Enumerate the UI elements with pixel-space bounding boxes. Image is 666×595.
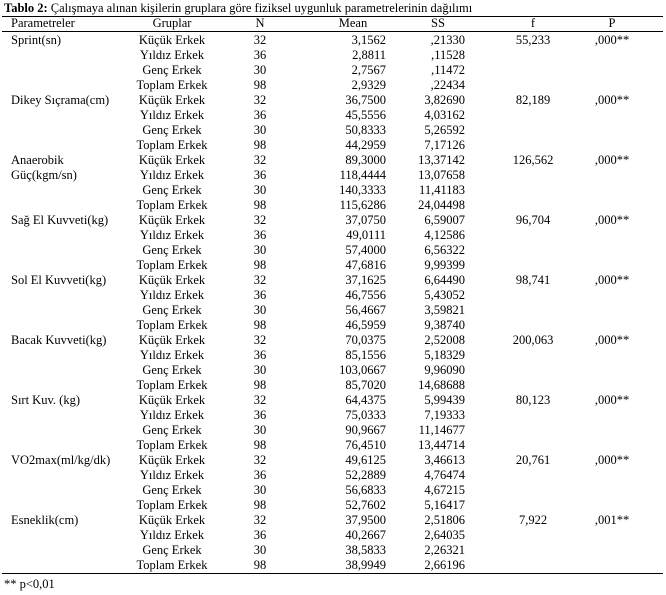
ss-cell: 13,44714	[418, 438, 465, 452]
parameter-name: Esneklik(cm)	[11, 513, 79, 527]
group-cell: Genç Erkek	[142, 183, 202, 197]
p-cell: ,000**	[594, 153, 630, 167]
ss-cell: 2,26321	[424, 543, 465, 557]
group-cell: Genç Erkek	[142, 423, 202, 437]
group-cell: Genç Erkek	[142, 303, 202, 317]
table-row	[2, 348, 663, 363]
mean-cell: 45,5556	[345, 108, 386, 122]
group-cell: Genç Erkek	[142, 363, 202, 377]
header-rule	[2, 31, 663, 32]
parameter-name: Anaerobik	[11, 153, 64, 167]
table-row	[2, 213, 663, 228]
group-cell: Küçük Erkek	[138, 513, 206, 527]
p-cell: ,000**	[594, 213, 630, 227]
group-cell: Küçük Erkek	[138, 153, 206, 167]
group-cell: Toplam Erkek	[136, 318, 208, 332]
table-row	[2, 468, 663, 483]
table-row	[2, 273, 663, 288]
n-cell: 30	[253, 363, 267, 377]
ss-cell: 2,64035	[424, 528, 465, 542]
n-cell: 36	[253, 108, 267, 122]
f-cell: 200,063	[512, 333, 554, 347]
ss-cell: 3,82690	[424, 93, 465, 107]
n-cell: 30	[253, 543, 267, 557]
group-cell: Yıldız Erkek	[139, 348, 205, 362]
mean-cell: 46,5959	[345, 318, 386, 332]
p-cell: ,000**	[594, 93, 630, 107]
table-row	[2, 438, 663, 453]
group-cell: Toplam Erkek	[136, 378, 208, 392]
ss-cell: 5,26592	[424, 123, 465, 137]
ss-cell: 9,96090	[424, 363, 465, 377]
ss-cell: 6,64490	[424, 273, 465, 287]
ss-cell: 7,19333	[424, 408, 465, 422]
group-cell: Toplam Erkek	[136, 258, 208, 272]
table-row	[2, 228, 663, 243]
table-row	[2, 558, 663, 573]
table-row	[2, 453, 663, 468]
ss-cell: 4,03162	[424, 108, 465, 122]
n-cell: 32	[253, 93, 267, 107]
n-cell: 30	[253, 243, 267, 257]
p-cell: ,001**	[594, 513, 630, 527]
ss-cell: 2,51806	[424, 513, 465, 527]
n-cell: 30	[253, 423, 267, 437]
table-row	[2, 123, 663, 138]
f-cell: 126,562	[512, 153, 554, 167]
f-cell: 80,123	[515, 393, 551, 407]
group-cell: Yıldız Erkek	[139, 528, 205, 542]
n-cell: 36	[253, 48, 267, 62]
n-cell: 98	[253, 258, 267, 272]
group-cell: Yıldız Erkek	[139, 468, 205, 482]
ss-cell: 5,18329	[424, 348, 465, 362]
ss-cell: 5,16417	[424, 498, 465, 512]
table-caption	[4, 1, 472, 16]
table-row	[2, 198, 663, 213]
parameter-name: Güç(kgm/sn)	[11, 168, 77, 182]
n-cell: 98	[253, 78, 267, 92]
mean-cell: 85,7020	[345, 378, 386, 392]
parameter-name: Sağ El Kuvveti(kg)	[11, 213, 109, 227]
table-row	[2, 168, 663, 183]
n-cell: 32	[253, 153, 267, 167]
table-row	[2, 243, 663, 258]
n-cell: 32	[253, 333, 267, 347]
n-cell: 30	[253, 63, 267, 77]
caption-label: Tablo 2:	[4, 1, 48, 15]
group-cell: Yıldız Erkek	[139, 168, 205, 182]
table-row	[2, 93, 663, 108]
n-cell: 98	[253, 378, 267, 392]
footnote: ** p<0,01	[4, 577, 55, 591]
mean-cell: 75,0333	[345, 408, 386, 422]
parameter-name: VO2max(ml/kg/dk)	[11, 453, 111, 467]
ss-cell: ,21330	[430, 33, 465, 47]
mean-cell: 64,4375	[345, 393, 386, 407]
header-f: f	[530, 16, 536, 30]
group-cell: Küçük Erkek	[138, 213, 206, 227]
group-cell: Yıldız Erkek	[139, 408, 205, 422]
table-row	[2, 543, 663, 558]
mean-cell: 103,0667	[339, 363, 386, 377]
parameter-name: Sprint(sn)	[11, 33, 61, 47]
ss-cell: 3,59821	[424, 303, 465, 317]
table-row	[2, 483, 663, 498]
ss-cell: 14,68688	[418, 378, 465, 392]
mean-cell: 52,7602	[345, 498, 386, 512]
header-ss: SS	[431, 16, 445, 30]
table-row	[2, 63, 663, 78]
ss-cell: 13,37142	[418, 153, 465, 167]
group-cell: Yıldız Erkek	[139, 48, 205, 62]
p-cell: ,000**	[594, 273, 630, 287]
mean-cell: 57,4000	[345, 243, 386, 257]
group-cell: Toplam Erkek	[136, 198, 208, 212]
f-cell: 82,189	[515, 93, 551, 107]
ss-cell: 24,04498	[418, 198, 465, 212]
group-cell: Genç Erkek	[142, 63, 202, 77]
header-gruplar: Gruplar	[152, 16, 192, 30]
parameter-name: Dikey Sıçrama(cm)	[11, 93, 110, 107]
n-cell: 30	[253, 483, 267, 497]
mean-cell: 49,6125	[345, 453, 386, 467]
mean-cell: 89,3000	[345, 153, 386, 167]
table-row	[2, 108, 663, 123]
mean-cell: 37,0750	[345, 213, 386, 227]
n-cell: 98	[253, 498, 267, 512]
ss-cell: 4,12586	[424, 228, 465, 242]
ss-cell: 4,67215	[424, 483, 465, 497]
mean-cell: 90,9667	[345, 423, 386, 437]
data-table	[2, 16, 663, 574]
f-cell: 98,741	[515, 273, 551, 287]
caption-text: Çalışmaya alınan kişilerin gruplara göre fiziksel uygunluk parametrelerinin dağılımı	[47, 1, 473, 15]
ss-cell: 13,07658	[418, 168, 465, 182]
mean-cell: 2,7567	[351, 63, 386, 77]
n-cell: 30	[253, 303, 267, 317]
group-cell: Yıldız Erkek	[139, 288, 205, 302]
header-parametreler: Parametreler	[11, 16, 75, 30]
group-cell: Küçük Erkek	[138, 333, 206, 347]
ss-cell: 6,59007	[424, 213, 465, 227]
mean-cell: 46,7556	[345, 288, 386, 302]
group-cell: Genç Erkek	[142, 543, 202, 557]
parameter-name: Sol El Kuvveti(kg)	[11, 273, 107, 287]
table-row	[2, 78, 663, 93]
p-cell: ,000**	[594, 393, 630, 407]
n-cell: 98	[253, 138, 267, 152]
ss-cell: 2,66196	[424, 558, 465, 572]
group-cell: Toplam Erkek	[136, 558, 208, 572]
ss-cell: 11,14677	[418, 423, 465, 437]
n-cell: 32	[253, 453, 267, 467]
mean-cell: 85,1556	[345, 348, 386, 362]
mean-cell: 47,6816	[345, 258, 386, 272]
group-cell: Yıldız Erkek	[139, 108, 205, 122]
group-cell: Küçük Erkek	[138, 33, 206, 47]
mean-cell: 49,0111	[346, 228, 386, 242]
mean-cell: 2,9329	[351, 78, 386, 92]
mean-cell: 76,4510	[345, 438, 386, 452]
ss-cell: 5,43052	[424, 288, 465, 302]
p-cell: ,000**	[594, 33, 630, 47]
parameter-name: Bacak Kuvveti(kg)	[11, 333, 107, 347]
mean-cell: 44,2959	[345, 138, 386, 152]
table-row	[2, 153, 663, 168]
mean-cell: 2,8811	[352, 48, 386, 62]
n-cell: 32	[253, 33, 267, 47]
table-row	[2, 48, 663, 63]
n-cell: 36	[253, 228, 267, 242]
group-cell: Toplam Erkek	[136, 498, 208, 512]
table-row	[2, 363, 663, 378]
n-cell: 98	[253, 438, 267, 452]
header-mean: Mean	[338, 16, 368, 30]
group-cell: Küçük Erkek	[138, 453, 206, 467]
group-cell: Yıldız Erkek	[139, 228, 205, 242]
table-row	[2, 393, 663, 408]
mean-cell: 56,4667	[345, 303, 386, 317]
f-cell: 96,704	[515, 213, 551, 227]
n-cell: 98	[253, 558, 267, 572]
ss-cell: 2,52008	[424, 333, 465, 347]
ss-cell: 4,76474	[424, 468, 465, 482]
group-cell: Küçük Erkek	[138, 273, 206, 287]
mean-cell: 38,5833	[345, 543, 386, 557]
n-cell: 32	[253, 393, 267, 407]
n-cell: 98	[253, 198, 267, 212]
table-row	[2, 33, 663, 48]
table-row	[2, 498, 663, 513]
mean-cell: 36,7500	[345, 93, 386, 107]
mean-cell: 37,1625	[345, 273, 386, 287]
ss-cell: 3,46613	[424, 453, 465, 467]
group-cell: Genç Erkek	[142, 123, 202, 137]
mean-cell: 70,0375	[345, 333, 386, 347]
f-cell: 20,761	[515, 453, 551, 467]
header-p: P	[608, 16, 616, 30]
table-row	[2, 303, 663, 318]
header-row	[2, 16, 663, 31]
n-cell: 32	[253, 513, 267, 527]
n-cell: 36	[253, 468, 267, 482]
n-cell: 98	[253, 318, 267, 332]
ss-cell: 11,41183	[419, 183, 465, 197]
parameter-name: Sırt Kuv. (kg)	[11, 393, 80, 407]
table-row	[2, 288, 663, 303]
mean-cell: 115,6286	[339, 198, 386, 212]
ss-cell: ,11528	[431, 48, 465, 62]
table-row	[2, 408, 663, 423]
group-cell: Küçük Erkek	[138, 93, 206, 107]
table-row	[2, 138, 663, 153]
n-cell: 30	[253, 123, 267, 137]
mean-cell: 50,8333	[345, 123, 386, 137]
table-row	[2, 318, 663, 333]
table-row	[2, 183, 663, 198]
group-cell: Genç Erkek	[142, 243, 202, 257]
p-cell: ,000**	[594, 333, 630, 347]
group-cell: Toplam Erkek	[136, 78, 208, 92]
n-cell: 36	[253, 168, 267, 182]
n-cell: 30	[253, 183, 267, 197]
group-cell: Toplam Erkek	[136, 438, 208, 452]
n-cell: 36	[253, 408, 267, 422]
mean-cell: 38,9949	[345, 558, 386, 572]
n-cell: 36	[253, 348, 267, 362]
f-cell: 55,233	[515, 33, 551, 47]
group-cell: Küçük Erkek	[138, 393, 206, 407]
group-cell: Genç Erkek	[142, 483, 202, 497]
mean-cell: 140,3333	[339, 183, 386, 197]
group-cell: Toplam Erkek	[136, 138, 208, 152]
n-cell: 32	[253, 213, 267, 227]
mean-cell: 40,2667	[345, 528, 386, 542]
ss-cell: 6,56322	[424, 243, 465, 257]
mean-cell: 52,2889	[345, 468, 386, 482]
mean-cell: 3,1562	[351, 33, 386, 47]
table-row	[2, 333, 663, 348]
table-bottom-rule	[2, 573, 663, 574]
mean-cell: 118,4444	[339, 168, 386, 182]
table-row	[2, 423, 663, 438]
ss-cell: 9,38740	[424, 318, 465, 332]
table-row	[2, 258, 663, 273]
mean-cell: 56,6833	[345, 483, 386, 497]
ss-cell: 7,17126	[424, 138, 465, 152]
ss-cell: ,22434	[430, 78, 465, 92]
table-row	[2, 513, 663, 528]
n-cell: 36	[253, 528, 267, 542]
mean-cell: 37,9500	[345, 513, 386, 527]
f-cell: 7,922	[518, 513, 548, 527]
table-row	[2, 378, 663, 393]
p-cell: ,000**	[594, 453, 630, 467]
ss-cell: 9,99399	[424, 258, 465, 272]
header-n: N	[255, 16, 265, 30]
n-cell: 36	[253, 288, 267, 302]
n-cell: 32	[253, 273, 267, 287]
ss-cell: 5,99439	[424, 393, 465, 407]
table-row	[2, 528, 663, 543]
ss-cell: ,11472	[431, 63, 465, 77]
